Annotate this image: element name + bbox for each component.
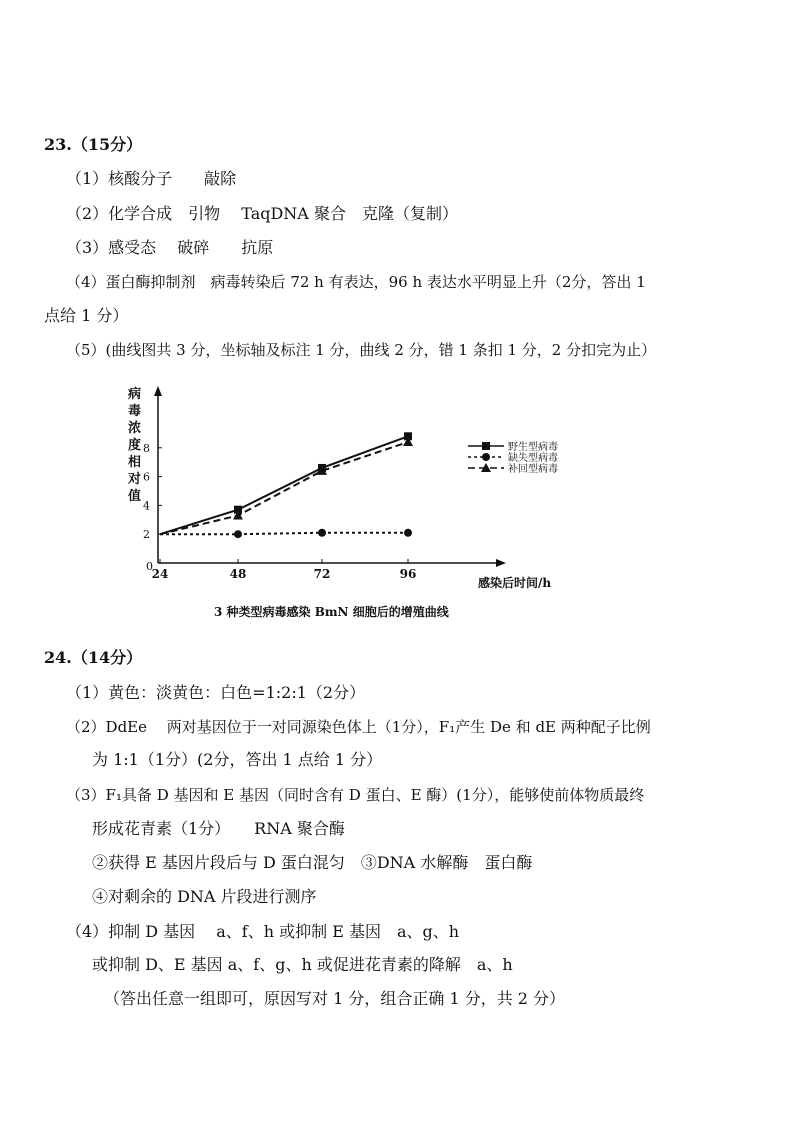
y-axis-label-char: 浓 bbox=[128, 421, 142, 436]
x-tick-label: 48 bbox=[229, 567, 247, 581]
y-axis-label bbox=[127, 386, 141, 504]
q24-line-7: ④对剩余的 DNA 片段进行测序 bbox=[92, 887, 317, 906]
series-line-3 bbox=[160, 442, 408, 534]
q23-line-1: （1）核酸分子 敲除 bbox=[66, 169, 237, 188]
y-axis-label-char: 病 bbox=[128, 387, 142, 402]
y-tick-label: 2 bbox=[143, 528, 150, 542]
q24-line-4: （3）F₁具备 D 基因和 E 基因（同时含有 D 蛋白、E 酶）(1分），能够使前体物质最终 bbox=[66, 786, 645, 804]
data-point-series-2 bbox=[234, 530, 242, 538]
q24-line-1: （1）黄色：淡黄色：白色=1:2:1（2分） bbox=[66, 683, 366, 702]
q23-line-2: （2）化学合成 引物 TaqDNA 聚合 克隆（复制） bbox=[66, 204, 458, 223]
series-line-2 bbox=[160, 533, 408, 534]
q24-line-5: 形成花青素（1分） RNA 聚合酶 bbox=[92, 819, 345, 838]
legend bbox=[468, 440, 558, 475]
y-axis-label-char: 度 bbox=[128, 438, 142, 453]
q24-line-3: 为 1:1（1分）(2分，答出 1 点给 1 分） bbox=[92, 750, 383, 769]
y-axis-label-char: 值 bbox=[128, 489, 142, 504]
q24-header: 24.（14分） bbox=[44, 648, 143, 667]
data-point-series-2 bbox=[404, 529, 412, 537]
y-ticks bbox=[143, 442, 162, 541]
y-tick-label: 8 bbox=[143, 441, 150, 455]
q24-line-10: （答出任意一组即可，原因写对 1 分，组合正确 1 分，共 2 分） bbox=[104, 989, 566, 1008]
x-tick-label: 96 bbox=[399, 567, 417, 581]
q23-header: 23.（15分） bbox=[44, 135, 143, 154]
data-point-series-2 bbox=[318, 529, 326, 537]
virus-growth-chart bbox=[110, 380, 570, 590]
q23-line-4: （4）蛋白酶抑制剂 病毒转染后 72 h 有表达，96 h 表达水平明显上升（2分，答出 1 bbox=[66, 273, 646, 291]
q24-line-6: ②获得 E 基因片段后与 D 蛋白混匀 ③DNA 水解酶 蛋白酶 bbox=[92, 853, 533, 872]
q23-line-3: （3）感受态 破碎 抗原 bbox=[66, 238, 274, 257]
q23-line-5: 点给 1 分） bbox=[44, 306, 129, 325]
q23-line-6: （5）(曲线图共 3 分，坐标轴及标注 1 分，曲线 2 分，错 1 条扣 1 分，2 分扣完为止） bbox=[66, 341, 657, 359]
y-axis-label-char: 对 bbox=[128, 472, 142, 487]
x-tick-label: 24 bbox=[151, 567, 169, 581]
x-axis-label: 感染后时间/h bbox=[478, 576, 552, 590]
y-axis-label-char: 相 bbox=[128, 455, 142, 470]
legend-marker bbox=[482, 442, 490, 450]
y-axis-arrow bbox=[154, 386, 162, 396]
x-axis-arrow bbox=[496, 559, 506, 567]
y-axis-label-char: 毒 bbox=[128, 404, 142, 419]
y-tick-label: 6 bbox=[143, 470, 150, 484]
chart-caption: 3 种类型病毒感染 BmN 细胞后的增殖曲线 bbox=[214, 605, 449, 619]
legend-label: 补回型病毒 bbox=[508, 464, 558, 475]
series-group bbox=[160, 432, 413, 538]
legend-marker bbox=[482, 453, 490, 461]
q24-line-9: 或抑制 D、E 基因 a、f、g、h 或促进花青素的降解 a、h bbox=[92, 955, 513, 974]
series-line-1 bbox=[160, 436, 408, 534]
q24-line-8: （4）抑制 D 基因 a、f、h 或抑制 E 基因 a、g、h bbox=[66, 922, 460, 941]
origin-label: 0 bbox=[146, 560, 153, 573]
legend-label: 野生型病毒 bbox=[508, 442, 558, 453]
legend-label: 缺失型病毒 bbox=[508, 453, 558, 464]
x-tick-label: 72 bbox=[313, 567, 331, 581]
q24-line-2: （2）DdEe 两对基因位于一对同源染色体上（1分），F₁产生 De 和 dE 两种配子比例 bbox=[66, 718, 651, 736]
y-tick-label: 4 bbox=[143, 499, 150, 513]
